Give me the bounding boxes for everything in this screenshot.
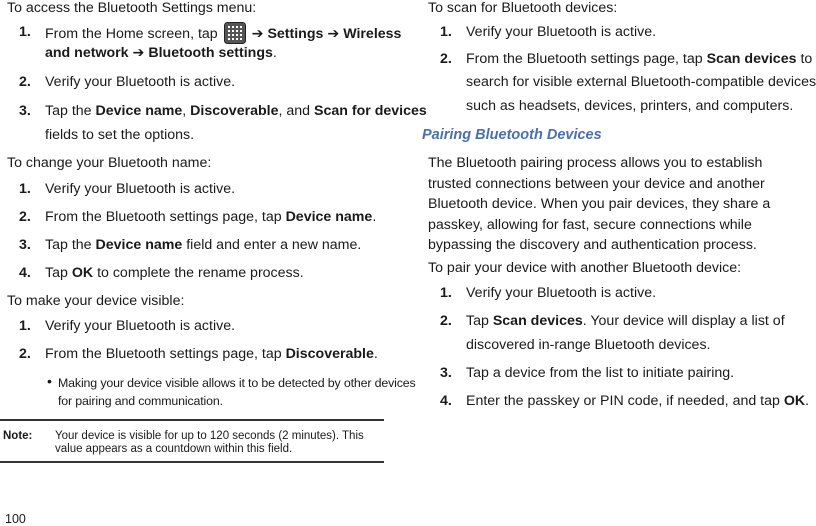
pairing-paragraph: The Bluetooth pairing process allows you to establish trusted connections between your device and another Bluetooth device. When you pair devices, they share a passkey, allowing for fast, secure connections while bypassing the discovery and authentication process. bbox=[428, 155, 771, 253]
scan-step-2-line3: such as headsets, devices, printers, and computers. bbox=[466, 98, 794, 114]
step-number: 1. bbox=[440, 285, 452, 301]
step-number: 1. bbox=[19, 24, 31, 40]
pair-step-1: Verify your Bluetooth is active. bbox=[466, 285, 657, 301]
pair-step-2-line2: discovered in-range Bluetooth devices. bbox=[466, 337, 711, 353]
visible-intro: To make your device visible: bbox=[7, 293, 185, 309]
scan-step-2-line1: From the Bluetooth settings page, tap Scan devices to bbox=[466, 51, 813, 67]
name-step-3: Tap the Device name field and enter a new name. bbox=[45, 237, 362, 253]
access-step-1-line2: and network ➔ Bluetooth settings. bbox=[45, 45, 277, 61]
step-number: 1. bbox=[440, 24, 452, 40]
access-step-2: Verify your Bluetooth is active. bbox=[45, 74, 236, 90]
access-step-1-line1: From the Home screen, tap ➔ Settings ➔ Wireless bbox=[45, 22, 401, 44]
scan-step-1: Verify your Bluetooth is active. bbox=[466, 24, 657, 40]
scan-intro: To scan for Bluetooth devices: bbox=[428, 0, 618, 16]
step-number: 2. bbox=[19, 346, 31, 362]
pair-step-3: Tap a device from the list to initiate pairing. bbox=[466, 365, 735, 381]
name-step-2: From the Bluetooth settings page, tap Device name. bbox=[45, 209, 377, 225]
step-number: 2. bbox=[440, 313, 452, 329]
name-intro: To change your Bluetooth name: bbox=[7, 155, 212, 171]
arrow-icon: ➔ bbox=[327, 26, 340, 42]
step-number: 4. bbox=[19, 265, 31, 281]
pair-step-4: Enter the passkey or PIN code, if needed, and tap OK. bbox=[466, 393, 810, 409]
name-step-4: Tap OK to complete the rename process. bbox=[45, 265, 304, 281]
scan-step-2-line2: search for visible external Bluetooth-compatible devices bbox=[466, 74, 816, 90]
note-text: Your device is visible for up to 120 seconds (2 minutes). This value appears as a countdown within this field. bbox=[55, 430, 364, 455]
name-step-1: Verify your Bluetooth is active. bbox=[45, 181, 236, 197]
step-number: 3. bbox=[19, 237, 31, 253]
section-title: Pairing Bluetooth Devices bbox=[422, 127, 602, 143]
visible-step-2: From the Bluetooth settings page, tap Discoverable. bbox=[45, 346, 378, 362]
step-number: 1. bbox=[19, 318, 31, 334]
step-number: 3. bbox=[19, 103, 31, 119]
step-number: 2. bbox=[19, 209, 31, 225]
arrow-icon: ➔ bbox=[132, 45, 145, 61]
note-box bbox=[0, 419, 384, 463]
page-number: 100 bbox=[5, 512, 26, 526]
pair-intro: To pair your device with another Bluetooth device: bbox=[428, 260, 742, 276]
step-number: 3. bbox=[440, 365, 452, 381]
step-number: 1. bbox=[19, 181, 31, 197]
note-label: Note: bbox=[3, 430, 33, 442]
arrow-icon: ➔ bbox=[251, 26, 264, 42]
bullet-icon: • bbox=[47, 374, 52, 390]
bullet-line1: Making your device visible allows it to be detected by other devices bbox=[58, 376, 416, 390]
bullet-line2: for pairing and communication. bbox=[58, 394, 223, 408]
visible-step-1: Verify your Bluetooth is active. bbox=[45, 318, 236, 334]
apps-grid-icon bbox=[224, 22, 246, 44]
step-number: 4. bbox=[440, 393, 452, 409]
access-step-3-line1: Tap the Device name, Discoverable, and Scan for devices bbox=[45, 103, 427, 119]
pair-step-2-line1: Tap Scan devices. Your device will display a list of bbox=[466, 313, 785, 329]
step-number: 2. bbox=[440, 51, 452, 67]
access-step-3-line2: fields to set the options. bbox=[45, 127, 195, 143]
step-number: 2. bbox=[19, 74, 31, 90]
access-intro: To access the Bluetooth Settings menu: bbox=[7, 0, 257, 16]
